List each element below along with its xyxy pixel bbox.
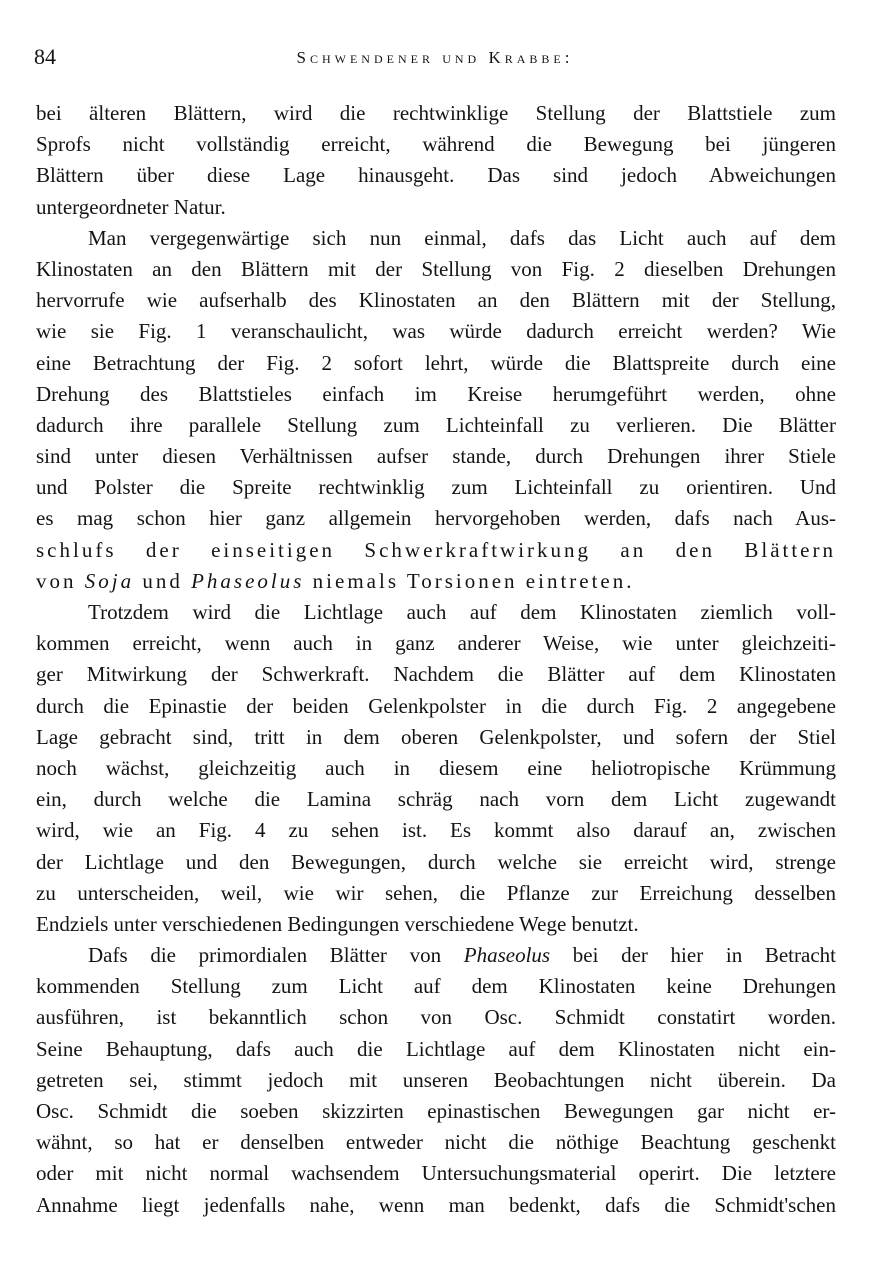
text-line: wie sie Fig. 1 veranschaulicht, was würde dadurch erreicht werden? Wie — [36, 319, 836, 344]
page-number: 84 — [34, 44, 56, 69]
text-line: Endziels unter verschiedenen Bedingungen verschiedene Wege benutzt. — [36, 911, 639, 936]
text-line: bei älteren Blättern, wird die rechtwinklige Stellung der Blattstiele zum — [36, 101, 836, 125]
text-span: und — [134, 568, 192, 593]
text-line: schlufs der einseitigen Schwerkraftwirkung an den Blättern — [36, 537, 836, 562]
italic-species-name: Phaseolus — [191, 568, 305, 593]
italic-species-name: Phaseolus — [463, 943, 551, 968]
text-line: wähnt, so hat er denselben entweder nicht die nöthige Beachtung geschenkt — [36, 1130, 836, 1155]
text-line: der Lichtlage und den Bewegungen, durch welche sie erreicht wird, strenge — [36, 849, 836, 874]
text-line: ein, durch welche die Lamina schräg nach vorn dem Licht zugewandt — [36, 787, 836, 812]
body-text — [36, 98, 836, 1221]
text-line: Drehung des Blattstieles einfach im Kreise herumgeführt werden, ohne — [36, 381, 836, 406]
text-line: Osc. Schmidt die soeben skizzirten epinastischen Bewegungen gar nicht er- — [36, 1099, 836, 1123]
text-line: Annahme liegt jedenfalls nahe, wenn man bedenkt, dafs die Schmidt'schen — [36, 1192, 836, 1217]
text-line: kommenden Stellung zum Licht auf dem Klinostaten keine Drehungen — [36, 974, 836, 999]
text-span: niemals Torsionen eintreten. — [304, 568, 635, 593]
text-line: wird, wie an Fig. 4 zu sehen ist. Es kommt also darauf an, zwischen — [36, 818, 836, 843]
text-line: sind unter diesen Verhältnissen aufser stande, durch Drehungen ihrer Stiele — [36, 444, 836, 469]
italic-species-name: Soja — [84, 568, 135, 593]
text-line: Trotzdem wird die Lichtlage auch auf dem Klinostaten ziemlich voll- — [88, 600, 836, 624]
text-line: Sprofs nicht vollständig erreicht, während die Bewegung bei jüngeren — [36, 132, 836, 157]
text-line: Klinostaten an den Blättern mit der Stellung von Fig. 2 dieselben Drehungen — [36, 256, 836, 281]
text-line — [36, 940, 836, 971]
text-span: bei der hier in Betracht — [550, 943, 836, 968]
text-line: eine Betrachtung der Fig. 2 sofort lehrt, würde die Blattspreite durch eine — [36, 350, 836, 375]
text-span: von — [36, 568, 85, 593]
text-line: getreten sei, stimmt jedoch mit unseren Beobachtungen nicht überein. Da — [36, 1067, 836, 1092]
text-line: und Polster die Spreite rechtwinklig zum Lichteinfall zu orientiren. Und — [36, 475, 836, 500]
text-line: untergeordneter Natur. — [36, 194, 226, 219]
text-line: kommen erreicht, wenn auch in ganz anderer Weise, wie unter gleichzeiti- — [36, 631, 836, 656]
text-line: Lage gebracht sind, tritt in dem oberen Gelenkpolster, und sofern der Stiel — [36, 724, 836, 749]
text-line: Seine Behauptung, dafs auch die Lichtlage auf dem Klinostaten nicht ein- — [36, 1036, 836, 1061]
text-line: zu unterscheiden, weil, wie wir sehen, die Pflanze zur Erreichung desselben — [36, 880, 836, 905]
text-line: dadurch ihre parallele Stellung zum Lichteinfall zu verlieren. Die Blätter — [36, 412, 836, 437]
running-title: Schwendener und Krabbe: — [296, 48, 574, 67]
text-line: hervorrufe wie aufserhalb des Klinostaten an den Blättern mit der Stellung, — [36, 288, 836, 313]
text-line: es mag schon hier ganz allgemein hervorgehoben werden, dafs nach Aus- — [36, 506, 836, 531]
text-line: Man vergegenwärtige sich nun einmal, dafs das Licht auch auf dem — [88, 225, 836, 250]
text-line: Blättern über diese Lage hinausgeht. Das sind jedoch Abweichungen — [36, 163, 836, 188]
text-line: durch die Epinastie der beiden Gelenkpolster in die durch Fig. 2 angegebene — [36, 693, 836, 718]
text-line: ger Mitwirkung der Schwerkraft. Nachdem die Blätter auf dem Klinostaten — [36, 662, 836, 687]
text-line: noch wächst, gleichzeitig auch in diesem eine heliotropische Krümmung — [36, 755, 836, 780]
text-span: Dafs die primordialen Blätter von — [88, 943, 464, 968]
page-header — [34, 44, 836, 78]
text-line: oder mit nicht normal wachsendem Untersuchungsmaterial operirt. Die letztere — [36, 1161, 836, 1186]
text-line — [36, 566, 836, 597]
text-line: ausführen, ist bekanntlich schon von Osc. Schmidt constatirt worden. — [36, 1005, 836, 1030]
